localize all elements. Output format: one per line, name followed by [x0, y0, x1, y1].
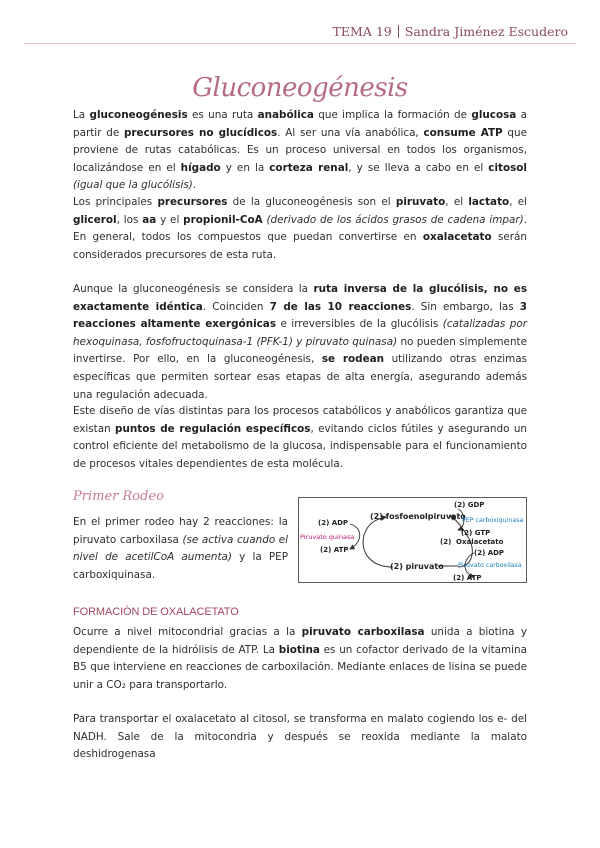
bold-term: 7 de las 10 reacciones [269, 300, 412, 313]
inverse-route-paragraph [73, 281, 527, 404]
pep-label: (2) fosfoenolpiruvato [370, 512, 466, 521]
bold-term: hígado [180, 161, 221, 174]
header-rule [24, 43, 576, 44]
bold-term: propionil-CoA [183, 213, 263, 226]
primer-rodeo-paragraph [73, 514, 288, 584]
text-run: Este diseño de vías distintas para los procesos catabólicos y anabólicos garantiza que existan [73, 405, 527, 435]
regulation-paragraph [73, 403, 527, 473]
bold-term: glucosa [471, 109, 517, 121]
bold-term: anabólica [257, 109, 314, 121]
header-divider [398, 25, 399, 38]
text-run: utilizando otras enzimas específicas que permiten sortear esas etapas de alta energía, asegurando además una regulación adecuada. [73, 353, 527, 401]
intro-paragraph [73, 107, 527, 195]
oxalacetato-label: Oxalacetato [456, 538, 504, 546]
bold-term: biotina [278, 643, 320, 656]
bold-term: glicerol [73, 213, 117, 226]
gtp-label: (2) GTP [461, 529, 491, 537]
section-heading-formacion-oxalacetato: FORMACIÓN DE OXALACETATO [73, 606, 239, 618]
bold-term: oxalacetato [422, 231, 492, 244]
text-run: Para transportar el oxalacetato al citosol, se transforma en malato cogiendo los e- del NADH. Sale de la mitocondria y después se reoxida mediante la malato deshidrogenasa [73, 713, 527, 761]
bold-term: 3 reacciones altamente exergónicas [73, 300, 528, 331]
oxalacetato-paragraph [73, 624, 527, 694]
pep-carboxiquinasa-label: PEP carboxiquinasa [462, 517, 524, 524]
topic-label: TEMA 19 [332, 24, 392, 39]
piruvato-quinasa-label: Piruvato quinasa [300, 533, 355, 541]
oxalacetato-count-label: (2) [440, 538, 452, 546]
bold-term: aa [142, 213, 157, 226]
text-run: es un cofactor derivado de la vitamina B5 que interviene en reacciones de carboxilación. Mediante enlaces de lisina se puede unir a CO₂ para transportarlo. [73, 643, 527, 691]
text-run: de la gluconeogénesis son el [227, 196, 396, 208]
text-run: Ocurre a nivel mitocondrial gracias a la [73, 626, 302, 638]
text-run: unida a biotina y dependiente de la hidrólisis de ATP. La [73, 626, 527, 656]
first-bypass-diagram [298, 497, 527, 583]
italic-note: (igual que la glucólisis) [73, 179, 193, 192]
text-run: a partir de [73, 109, 528, 139]
bold-term: ruta inversa de la glucólisis, no es exactamente idéntica [73, 283, 527, 313]
text-run: serán considerados precursores de esta ruta. [73, 231, 527, 261]
text-run: no pueden simplemente invertirse. Por ello, en la gluconeogénesis, [73, 335, 528, 366]
text-run: Aunque la gluconeogénesis se considera la [73, 283, 314, 295]
text-run: . Coinciden [202, 300, 270, 313]
page-header [333, 24, 568, 39]
transport-paragraph [73, 711, 527, 764]
adp-label-left: (2) ADP [318, 519, 349, 527]
italic-note: (catalizadas por hexoquinasa, fosfofructoquinasa-1 (PFK-1) y piruvato quinasa) [73, 318, 527, 348]
text-run: , los [116, 213, 143, 226]
bold-term: citosol [488, 161, 527, 174]
text-run: . En general, todos los compuestos que puedan convertirse en [73, 213, 527, 244]
bold-term: corteza renal [269, 161, 349, 174]
text-run: y en la [220, 161, 270, 174]
text-run: La [73, 109, 90, 121]
atp-label-left: (2) ATP [320, 546, 349, 554]
text-run: , y se lleva a cabo en el [348, 161, 489, 174]
author-label: Sandra Jiménez Escudero [404, 24, 568, 39]
page-title: Gluconeogénesis [192, 73, 408, 103]
text-run: . Sin embargo, las [411, 300, 520, 313]
text-run: que proviene de rutas catabólicas. Es un proceso universal en todos los organismos, localizándose en el [73, 126, 527, 174]
bold-term: piruvato [395, 196, 446, 208]
bold-term: puntos de regulación específicos [115, 422, 311, 435]
bold-term: se rodean [321, 353, 385, 366]
text-run: y la PEP carboxiquinasa. [73, 551, 288, 581]
text-run: , evitando ciclos fútiles y asegurando un control eficiente del metabolismo de la glucosa, indispensable para el funcionamiento de procesos vitales dependientes de esta molécula. [73, 422, 527, 470]
italic-note: (se activa cuando el nivel de acetilCoA aumenta) [73, 533, 289, 564]
text-run: . Al ser una vía anabólica, [277, 126, 424, 139]
bold-term: piruvato carboxilasa [301, 626, 425, 638]
precursors-paragraph [73, 194, 527, 264]
bold-term: precursores no glucídicos [123, 126, 278, 139]
text-run: , el [509, 196, 528, 208]
text-run: es una ruta [187, 109, 258, 121]
bold-term: consume ATP [423, 126, 503, 139]
piruvato-label: (2) piruvato [390, 562, 444, 571]
text-run: , el [445, 196, 469, 208]
piruvato-carboxilasa-label: Piruvato carboxilasa [458, 562, 522, 569]
italic-note: (derivado de los ácidos grasos de cadena impar) [266, 213, 524, 226]
text-run: Los principales [73, 196, 158, 208]
text-run: y el [156, 213, 184, 226]
atp-label-right: (2) ATP [453, 574, 482, 582]
gdp-label: (2) GDP [454, 501, 485, 509]
text-run: e irreversibles de la glucólisis [276, 318, 443, 331]
bold-term: precursores [157, 196, 228, 208]
section-heading-primer-rodeo: Primer Rodeo [73, 489, 164, 504]
text-run: En el primer rodeo hay 2 reacciones: la piruvato carboxilasa [73, 516, 288, 546]
text-run: que implica la formación de [313, 109, 472, 121]
adp-label-right: (2) ADP [474, 549, 505, 557]
bold-term: gluconeogénesis [89, 109, 188, 121]
text-run: . [192, 179, 197, 192]
bold-term: lactato [468, 196, 510, 208]
